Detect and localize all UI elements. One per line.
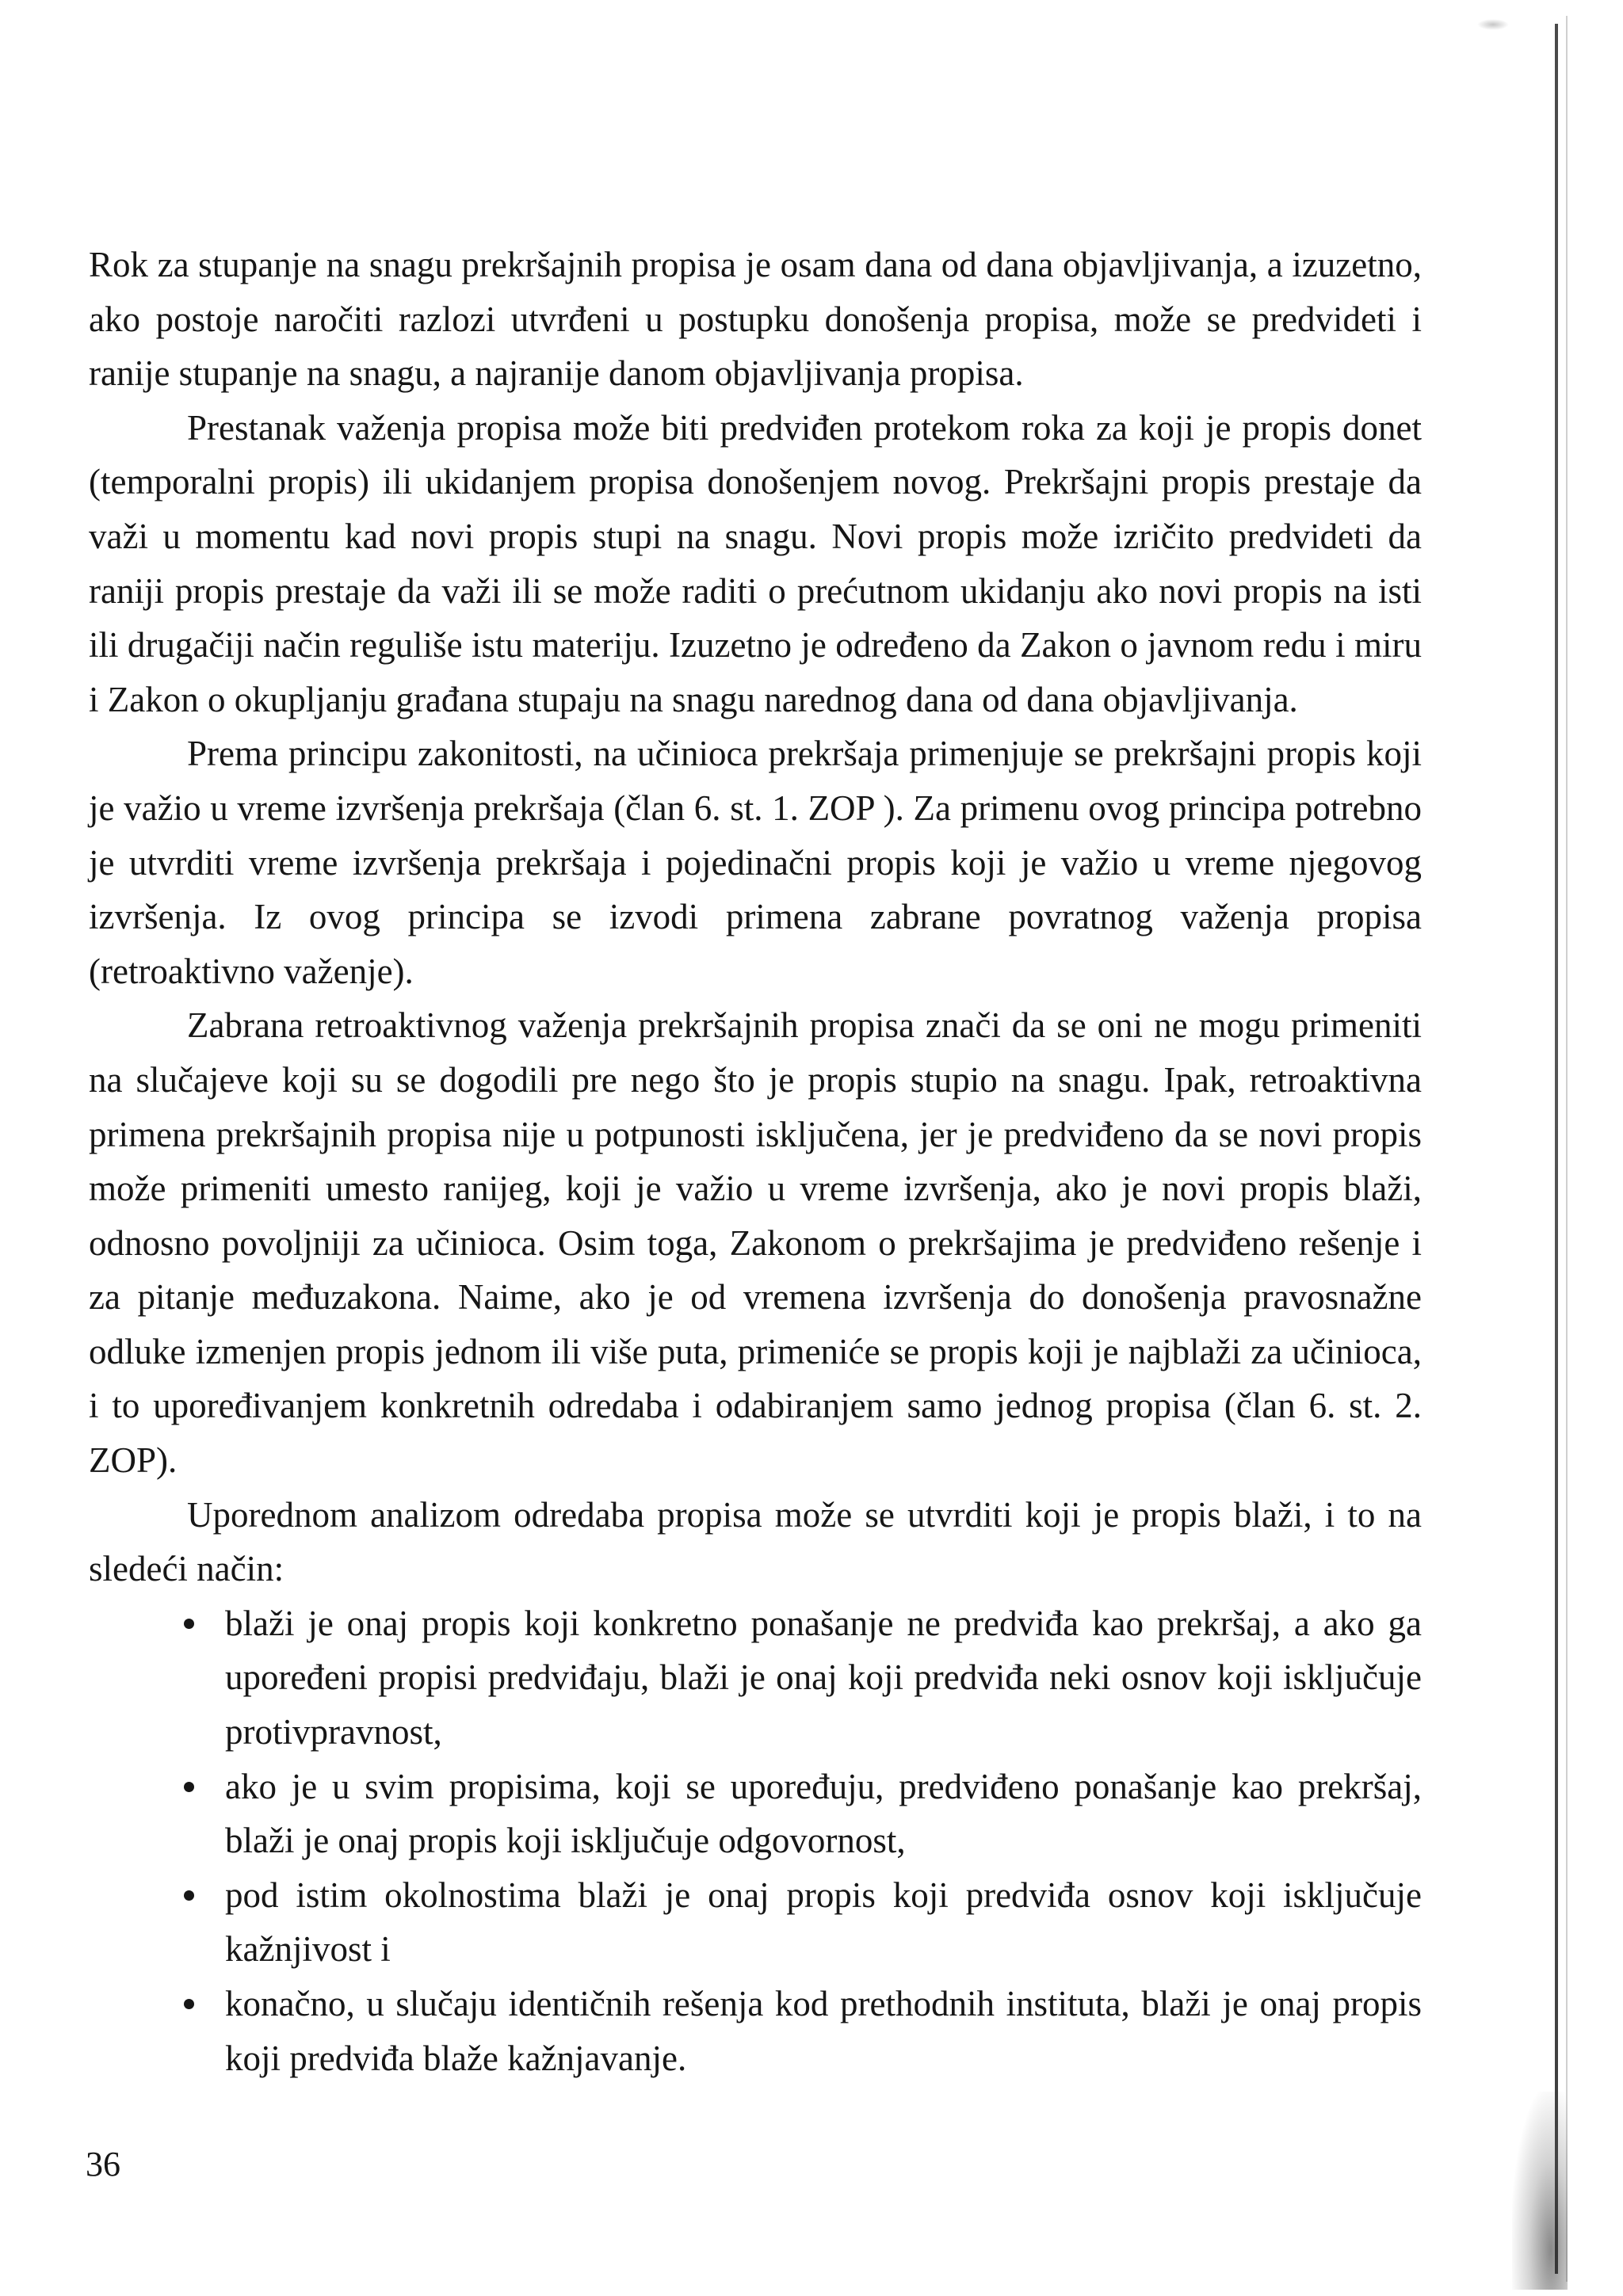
list-item-text: ako je u svim propisima, koji se upoređuju, predviđeno ponašanje kao prekršaj, blaži je onaj propis koji isključuje odgovornost, xyxy=(225,1766,1422,1861)
bullet-icon xyxy=(184,1619,194,1629)
page-number: 36 xyxy=(86,2145,120,2183)
paragraph-1: Rok za stupanje na snagu prekršajnih propisa je osam dana od dana objavljivanja, a izuzetno, ako postoje naročiti razlozi utvrđeni u postupku donošenja propisa, može se predvideti i ranije stupanje na snagu, a najranije danom objavljivanja propisa. xyxy=(89,245,1422,394)
paragraph-3: Prema principu zakonitosti, na učinioca prekršaja primenjuje se prekršajni propis koji je važio u vreme izvršenja prekršaja (član 6. st. 1. ZOP ). Za primenu ovog principa potrebno je utvrditi vreme izvršenja prekršaja i pojedinačni propis koji je važio u vreme njegovog izvršenja. Iz ovog principa se izvodi primena zabrane povratnog važenja propisa (retroaktivno važenje). xyxy=(89,734,1422,991)
scan-speck xyxy=(1477,19,1509,30)
list-item-text: pod istim okolnostima blaži je onaj propis koji predviđa osnov koji isključuje kažnjivost i xyxy=(225,1875,1422,1970)
criteria-list xyxy=(89,1596,1422,2085)
body-text xyxy=(89,238,1422,2085)
list-item-text: konačno, u slučaju identičnih rešenja kod prethodnih instituta, blaži je onaj propis koji predviđa blaže kažnjavanje. xyxy=(225,1984,1422,2078)
list-item xyxy=(225,1868,1422,1977)
list-item-text: blaži je onaj propis koji konkretno ponašanje ne predviđa kao prekršaj, a ako ga upoređeni propisi predviđaju, blaži je onaj koji predviđa neki osnov koji isključuje protivpravnost, xyxy=(225,1603,1422,1753)
page-edge-line xyxy=(1555,24,1558,2274)
list-item xyxy=(225,1596,1422,1760)
list-item xyxy=(225,1760,1422,1868)
list-item xyxy=(225,1977,1422,2085)
paragraph-2: Prestanak važenja propisa može biti predviđen protekom roka za koji je propis donet (temporalni propis) ili ukidanjem propisa donošenjem novog. Prekršajni propis prestaje da važi u momentu kad novi propis stupi na snagu. Novi propis može izričito predvideti da raniji propis prestaje da važi ili se može raditi o prećutnom ukidanju ako novi propis na isti ili drugačiji način reguliše istu materiju. Izuzetno je određeno da Zakon o javnom redu i miru i Zakon o okupljanju građana stupaju na snagu narednog dana od dana objavljivanja. xyxy=(89,407,1422,719)
paragraph-5: Uporednom analizom odredaba propisa može se utvrditi koji je propis blaži, i to na sledeći način: xyxy=(89,1494,1422,1589)
page-edge-shadow xyxy=(1566,16,1568,2282)
paragraph-4: Zabrana retroaktivnog važenja prekršajnih propisa znači da se oni ne mogu primeniti na slučajeve koji su se dogodili pre nego što je propis stupio na snagu. Ipak, retroaktivna primena prekršajnih propisa nije u potpunosti isključena, jer je predviđeno da se novi propis može primeniti umesto ranijeg, koji je važio u vreme izvršenja, ako je novi propis blaži, odnosno povoljniji za učinioca. Osim toga, Zakonom o prekršajima je predviđeno rešenje i za pitanje međuzakona. Naime, ako je od vremena izvršenja do donošenja pravosnažne odluke izmenjen propis jednom ili više puta, primeniće se propis koji je najblaži za učinioca, i to upoređivanjem konkretnih odredaba i odabiranjem samo jednog propisa (član 6. st. 2. ZOP). xyxy=(89,1005,1422,1481)
bullet-icon xyxy=(184,1890,194,1901)
bullet-icon xyxy=(184,1782,194,1792)
bullet-icon xyxy=(184,1999,194,2009)
scan-smudge xyxy=(1512,2092,1568,2290)
